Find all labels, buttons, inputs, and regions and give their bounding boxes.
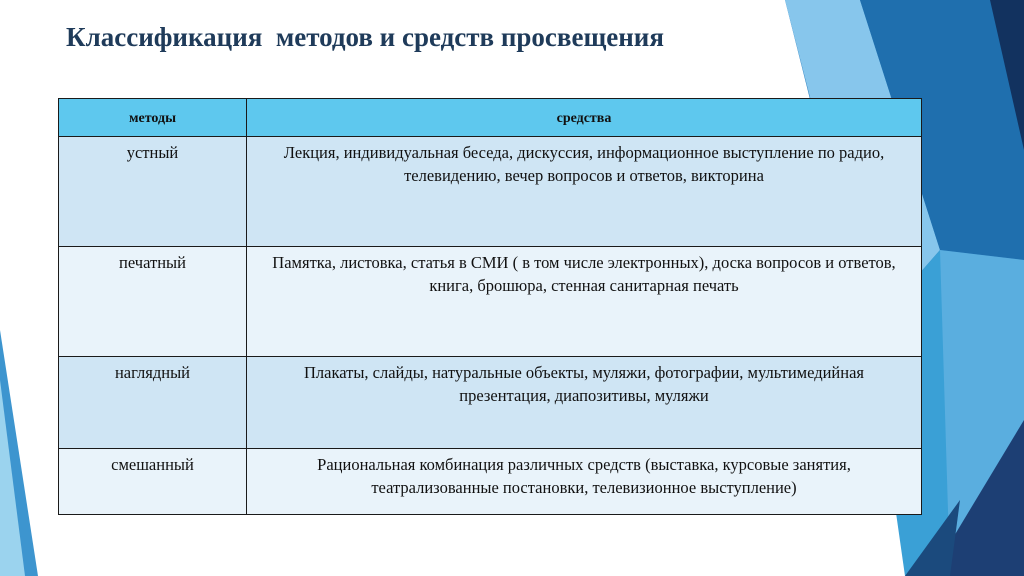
table-row [59, 449, 922, 515]
method-cell: наглядный [59, 357, 247, 449]
table-row [59, 247, 922, 357]
means-cell: Рациональная комбинация различных средств (выставка, курсовые занятия, театрализованные постановки, телевизионное выступление) [247, 449, 922, 515]
means-cell: Памятка, листовка, статья в СМИ ( в том числе электронных), доска вопросов и ответов, книга, брошюра, стенная санитарная печать [247, 247, 922, 357]
classification-table [58, 98, 922, 515]
table-row [59, 137, 922, 247]
means-cell: Плакаты, слайды, натуральные объекты, муляжи, фотографии, мультимедийная презентация, диапозитивы, муляжи [247, 357, 922, 449]
method-cell: смешанный [59, 449, 247, 515]
table-header-row [59, 99, 922, 137]
page-title: Классификация методов и средств просвещения [66, 22, 664, 52]
method-cell: устный [59, 137, 247, 247]
header-methods: методы [59, 99, 247, 137]
means-cell: Лекция, индивидуальная беседа, дискуссия, информационное выступление по радио, телевидению, вечер вопросов и ответов, викторина [247, 137, 922, 247]
table-row [59, 357, 922, 449]
method-cell: печатный [59, 247, 247, 357]
header-means: средства [247, 99, 922, 137]
